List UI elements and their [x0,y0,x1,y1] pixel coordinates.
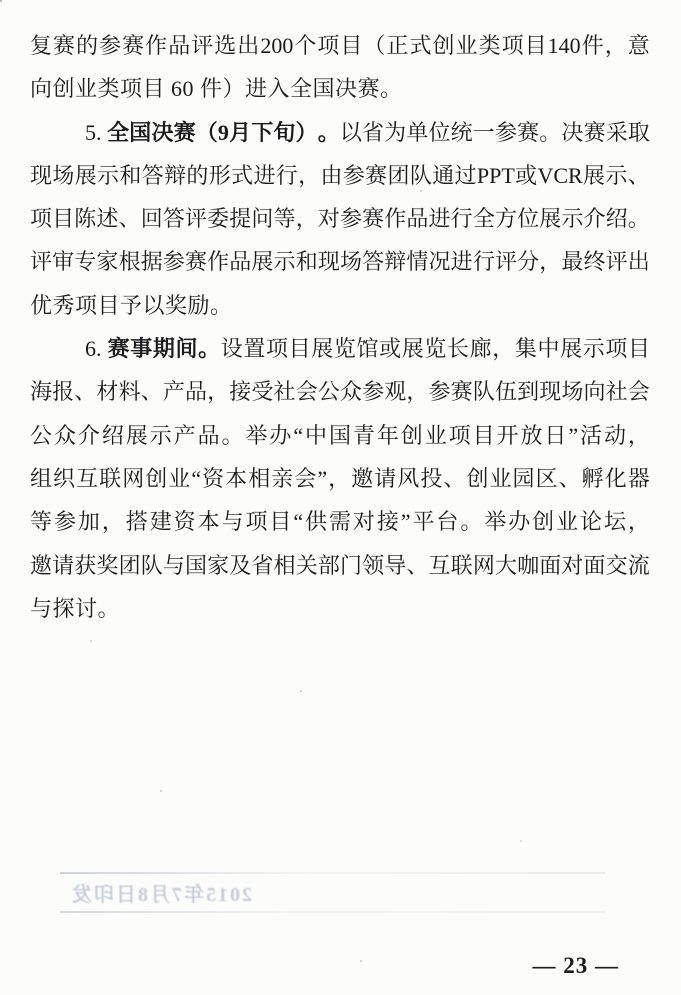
text-line: 海 报 、 材 料 、 产 品 ， 接 受 社 会 公 众 参 观 ， 参 赛 队 伍 到 现 场 向 社 会 [30,379,650,405]
text-line: 向创业类项目 60 件）进入全国决赛。 [30,76,403,102]
bleedthrough-area [60,866,605,918]
text-line: 优秀项目予以奖励。 [30,292,233,318]
text-line: 项 目 陈 述 、 回 答 评 委 提 问 等 ， 对 参 赛 作 品 进 行 全 方 位 展 示 介 绍 。 [30,206,650,232]
text-line: 5. 全 国 决 赛 （ 9 月 下 旬 ） 。 以 省 为 单 位 统 一 参 赛 。 决 赛 采 取 [85,119,650,145]
text-line: 6. 赛 事 期 间 。 设 置 项 目 展 览 馆 或 展 览 长 廊 ， 集 中 展 示 项 目 [85,336,650,362]
text-line: 评 审 专 家 根 据 参 赛 作 品 展 示 和 现 场 答 辩 情 况 进 行 评 分 ， 最 终 评 出 [30,249,650,275]
text-line: 等 参 加 ， 搭 建 资 本 与 项 目 “ 供 需 对 接 ” 平 台 。 举 办 创 业 论 坛 ， [30,509,650,535]
text-line: 组 织 互 联 网 创 业 “ 资 本 相 亲 会 ” ， 邀 请 风 投 、 创 业 园 区 、 孵 化 器 [30,465,650,491]
text-line: 公 众 介 绍 展 示 产 品 。 举 办 “ 中 国 青 年 创 业 项 目 开 放 日 ” 活 动 ， [30,422,650,448]
document-body [30,24,650,630]
text-line: 现 场 展 示 和 答 辩 的 形 式 进 行 ， 由 参 赛 团 队 通 过 PPT 或 VCR 展 示 、 [30,162,650,188]
bleedthrough-rule-bottom [60,911,605,913]
bleedthrough-rule-top [60,872,605,874]
bleedthrough-text: 2015年7月8日印发 [70,884,252,906]
text-line: 与探讨。 [30,595,121,621]
page-number: — 23 — [532,953,619,978]
text-line: 复 赛 的 参 赛 作 品 评 选 出 200 个 项 目 （ 正 式 创 业 类 项 目 140 件 ， 意 [30,33,650,58]
text-line: 邀 请 获 奖 团 队 与 国 家 及 省 相 关 部 门 领 导 、 互 联 网 大 咖 面 对 面 交 流 [30,552,650,578]
